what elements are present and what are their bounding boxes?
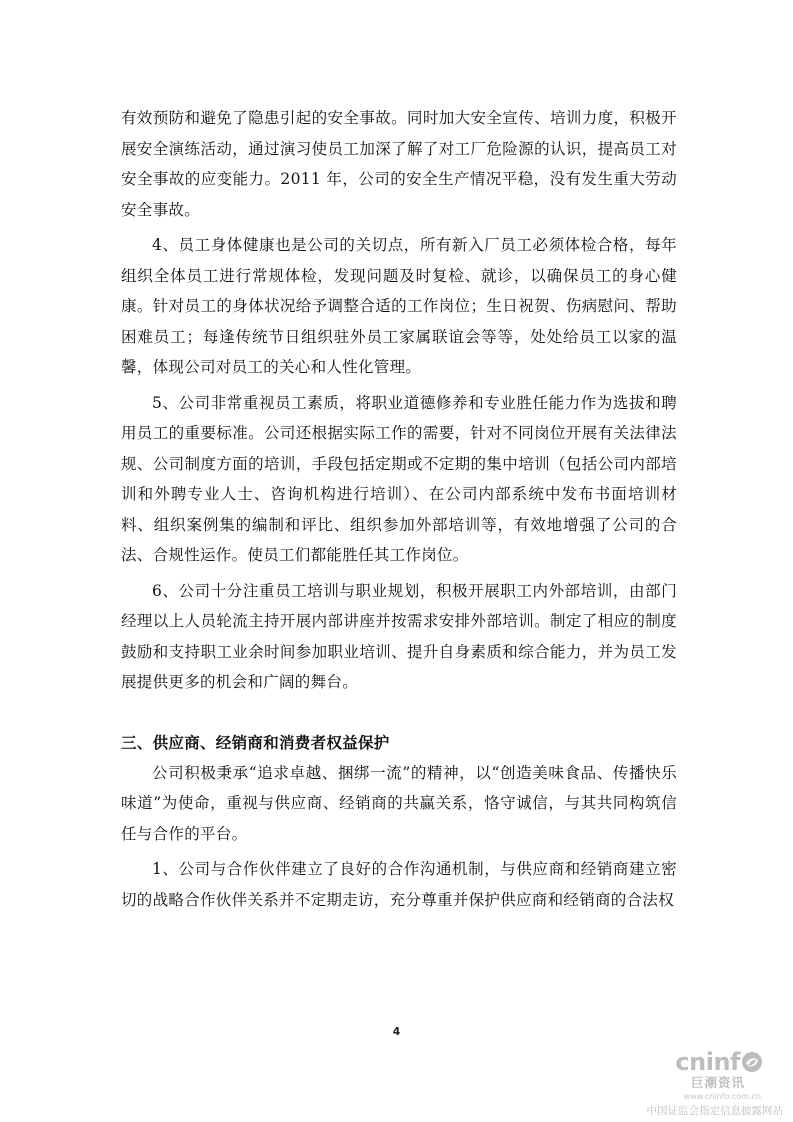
body-paragraph-2: 4、员工身体健康也是公司的关切点，所有新入厂员工必须体检合格，每年组织全体员工进行常规体检，发现问题及时复检、就诊，以确保员工的身心健康。针对员工的身体状况给予调整合适的工作岗位；生日祝贺、伤病慰问、帮助困难员工；每逢传统节日组织驻外员工家属联谊会等等，处处给员工以家的温馨，体现公司对员工的关心和人性化管理。 xyxy=(121,236,677,376)
section-heading: 三、供应商、经销商和消费者权益保护 xyxy=(121,733,390,752)
section-paragraph-1: 公司积极秉承“追求卓越、捆绑一流”的精神，以“创造美味食品、传播快乐味道”为使命，重视与供应商、经销商的共赢关系，恪守诚信，与其共同构筑信任与合作的平台。 xyxy=(121,763,677,843)
section-paragraph-2: 1、公司与合作伙伴建立了良好的合作沟通机制，与供应商和经销商建立密切的战略合作伙伴关系并不定期走访，充分尊重并保护供应商和经销商的合法权 xyxy=(121,860,677,909)
logo-text: cninf xyxy=(675,1048,740,1076)
logo-chinese-name: 巨潮资讯 xyxy=(690,1075,745,1090)
cninfo-logo xyxy=(675,1050,763,1074)
site-url: www.cninfo.com.cn xyxy=(683,1092,761,1101)
body-paragraph-3: 5、公司非常重视员工素质，将职业道德修养和专业胜任能力作为选拔和聘用员工的重要标准。公司还根据实际工作的需要，针对不同岗位开展有关法律法规、公司制度方面的培训，手段包括定期或不定期的集中培训（包括公司内部培训和外聘专业人士、咨询机构进行培训）、在公司内部系统中发布书面培训材料、组织案例集的编制和评比、组织参加外部培训等，有效地增强了公司的合法、合规性运作。使员工们都能胜任其工作岗位。 xyxy=(121,393,677,564)
page-number: 4 xyxy=(392,1025,401,1038)
site-label: 中国证监会指定信息披露网站 xyxy=(646,1105,783,1117)
document-body xyxy=(121,103,677,920)
cninfo-watermark xyxy=(635,1050,785,1118)
body-paragraph-1: 有效预防和避免了隐患引起的安全事故。同时加大安全宣传、培训力度，积极开展安全演练活动，通过演习使员工加深了解了对工厂危险源的认识，提高员工对安全事故的应变能力。2011 年，公司的安全生产情况平稳，没有发生重大劳动安全事故。 xyxy=(121,109,677,219)
swirl-logo-icon xyxy=(741,1051,763,1073)
body-paragraph-4: 6、公司十分注重员工培训与职业规划，积极开展职工内外部培训，由部门经理以上人员轮流主持开展内部讲座并按需求安排外部培训。制定了相应的制度鼓励和支持职工业余时间参加职业培训、提升自身素质和综合能力，并为员工发展提供更多的机会和广阔的舞台。 xyxy=(121,581,677,691)
